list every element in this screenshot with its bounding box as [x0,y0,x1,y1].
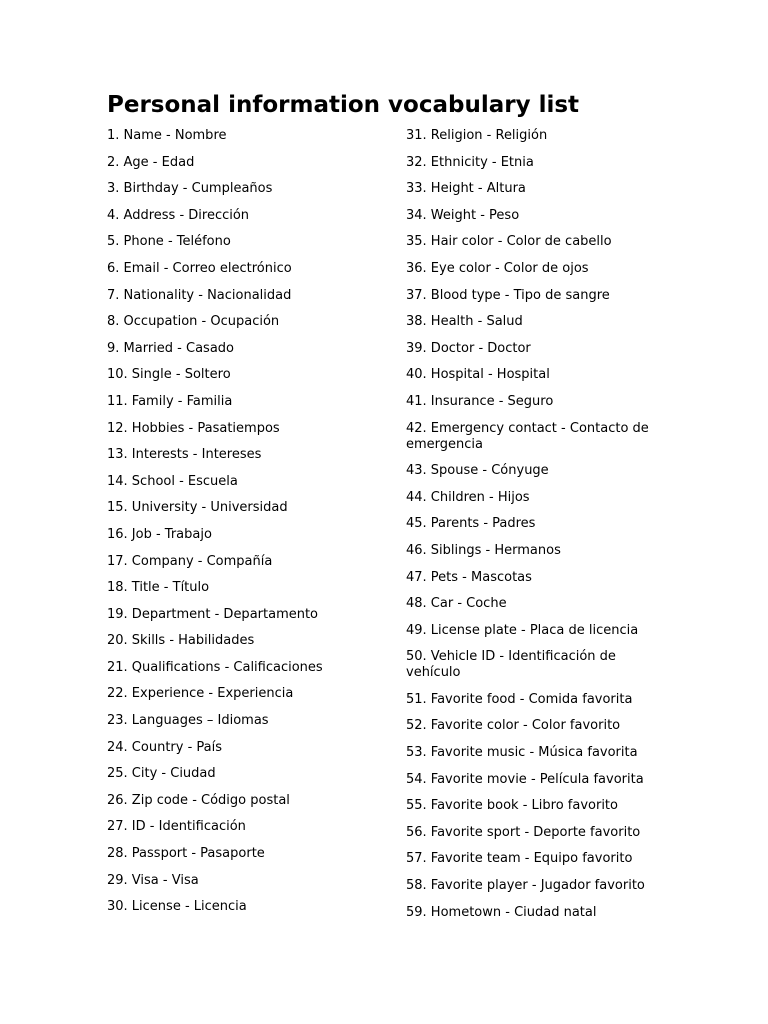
vocabulary-item: 57. Favorite team - Equipo favorito [406,851,633,867]
vocabulary-item: 11. Family - Familia [107,393,233,409]
vocabulary-item: 27. ID - Identificación [107,819,246,835]
vocabulary-item: 51. Favorite food - Comida favorita [406,691,633,707]
vocabulary-item: 28. Passport - Pasaporte [107,846,265,862]
vocabulary-item: 31. Religion - Religión [406,128,548,143]
vocabulary-item: 6. Email - Correo electrónico [107,260,292,276]
vocabulary-item: 30. License - Licencia [107,899,247,915]
vocabulary-item: 8. Occupation - Ocupación [107,314,280,330]
vocabulary-item: 34. Weight - Peso [406,207,520,223]
vocabulary-item: 45. Parents - Padres [406,516,536,532]
vocabulary-item: 18. Title - Título [107,580,210,596]
vocabulary-item: 55. Favorite book - Libro favorito [406,798,618,814]
vocabulary-item: 40. Hospital - Hospital [406,367,550,383]
vocabulary-item: 5. Phone - Teléfono [107,234,231,250]
vocabulary-item: 47. Pets - Mascotas [406,569,532,585]
vocabulary-item: 50. Vehicle ID - Identificación de vehículo [406,649,616,681]
vocabulary-item: 36. Eye color - Color de ojos [406,260,589,276]
vocabulary-item: 49. License plate - Placa de licencia [406,622,639,638]
vocabulary-item: 54. Favorite movie - Película favorita [406,771,644,787]
vocabulary-item: 58. Favorite player - Jugador favorito [406,878,645,894]
vocabulary-list-left [107,128,387,926]
vocabulary-item: 16. Job - Trabajo [107,526,212,542]
vocabulary-item: 4. Address - Dirección [107,207,250,223]
vocabulary-item: 9. Married - Casado [107,340,234,356]
vocabulary-item: 43. Spouse - Cónyuge [406,463,549,479]
vocabulary-item: 46. Siblings - Hermanos [406,542,561,558]
vocabulary-item: 52. Favorite color - Color favorito [406,718,621,734]
vocabulary-item: 44. Children - Hijos [406,489,530,505]
vocabulary-item: 35. Hair color - Color de cabello [406,234,612,250]
vocabulary-item: 25. City - Ciudad [107,766,216,782]
vocabulary-item: 22. Experience - Experiencia [107,686,294,702]
vocabulary-item: 13. Interests - Intereses [107,447,262,463]
vocabulary-item: 24. Country - País [107,739,223,755]
vocabulary-item: 10. Single - Soltero [107,367,231,383]
vocabulary-item: 19. Department - Departamento [107,606,319,622]
vocabulary-item: 7. Nationality - Nacionalidad [107,287,292,303]
vocabulary-item: 2. Age - Edad [107,154,195,170]
vocabulary-item: 20. Skills - Habilidades [107,633,255,649]
vocabulary-item: 56. Favorite sport - Deporte favorito [406,824,641,840]
vocabulary-item: 59. Hometown - Ciudad natal [406,904,597,920]
vocabulary-item: 48. Car - Coche [406,596,507,612]
vocabulary-item: 29. Visa - Visa [107,872,199,888]
vocabulary-item: 38. Health - Salud [406,314,523,330]
vocabulary-item: 26. Zip code - Código postal [107,792,290,808]
vocabulary-item: 39. Doctor - Doctor [406,340,531,356]
vocabulary-item: 21. Qualifications - Calificaciones [107,659,323,675]
vocabulary-item: 17. Company - Compañía [107,553,273,569]
vocabulary-item: 15. University - Universidad [107,500,288,516]
vocabulary-item: 14. School - Escuela [107,473,238,489]
vocabulary-list-right [406,128,656,931]
vocabulary-item: 33. Height - Altura [406,181,526,197]
vocabulary-item: 12. Hobbies - Pasatiempos [107,420,280,436]
vocabulary-item: 32. Ethnicity - Etnia [406,154,534,170]
vocabulary-item: 23. Languages – Idiomas [107,713,269,729]
vocabulary-item: 53. Favorite music - Música favorita [406,745,638,761]
vocabulary-item: 41. Insurance - Seguro [406,393,554,409]
vocabulary-item: 1. Name - Nombre [107,128,227,143]
vocabulary-item: 3. Birthday - Cumpleaños [107,181,273,197]
document-title: Personal information vocabulary list [107,92,580,118]
vocabulary-item: 37. Blood type - Tipo de sangre [406,287,610,303]
vocabulary-item: 42. Emergency contact - Contacto de emergencia [406,420,649,452]
